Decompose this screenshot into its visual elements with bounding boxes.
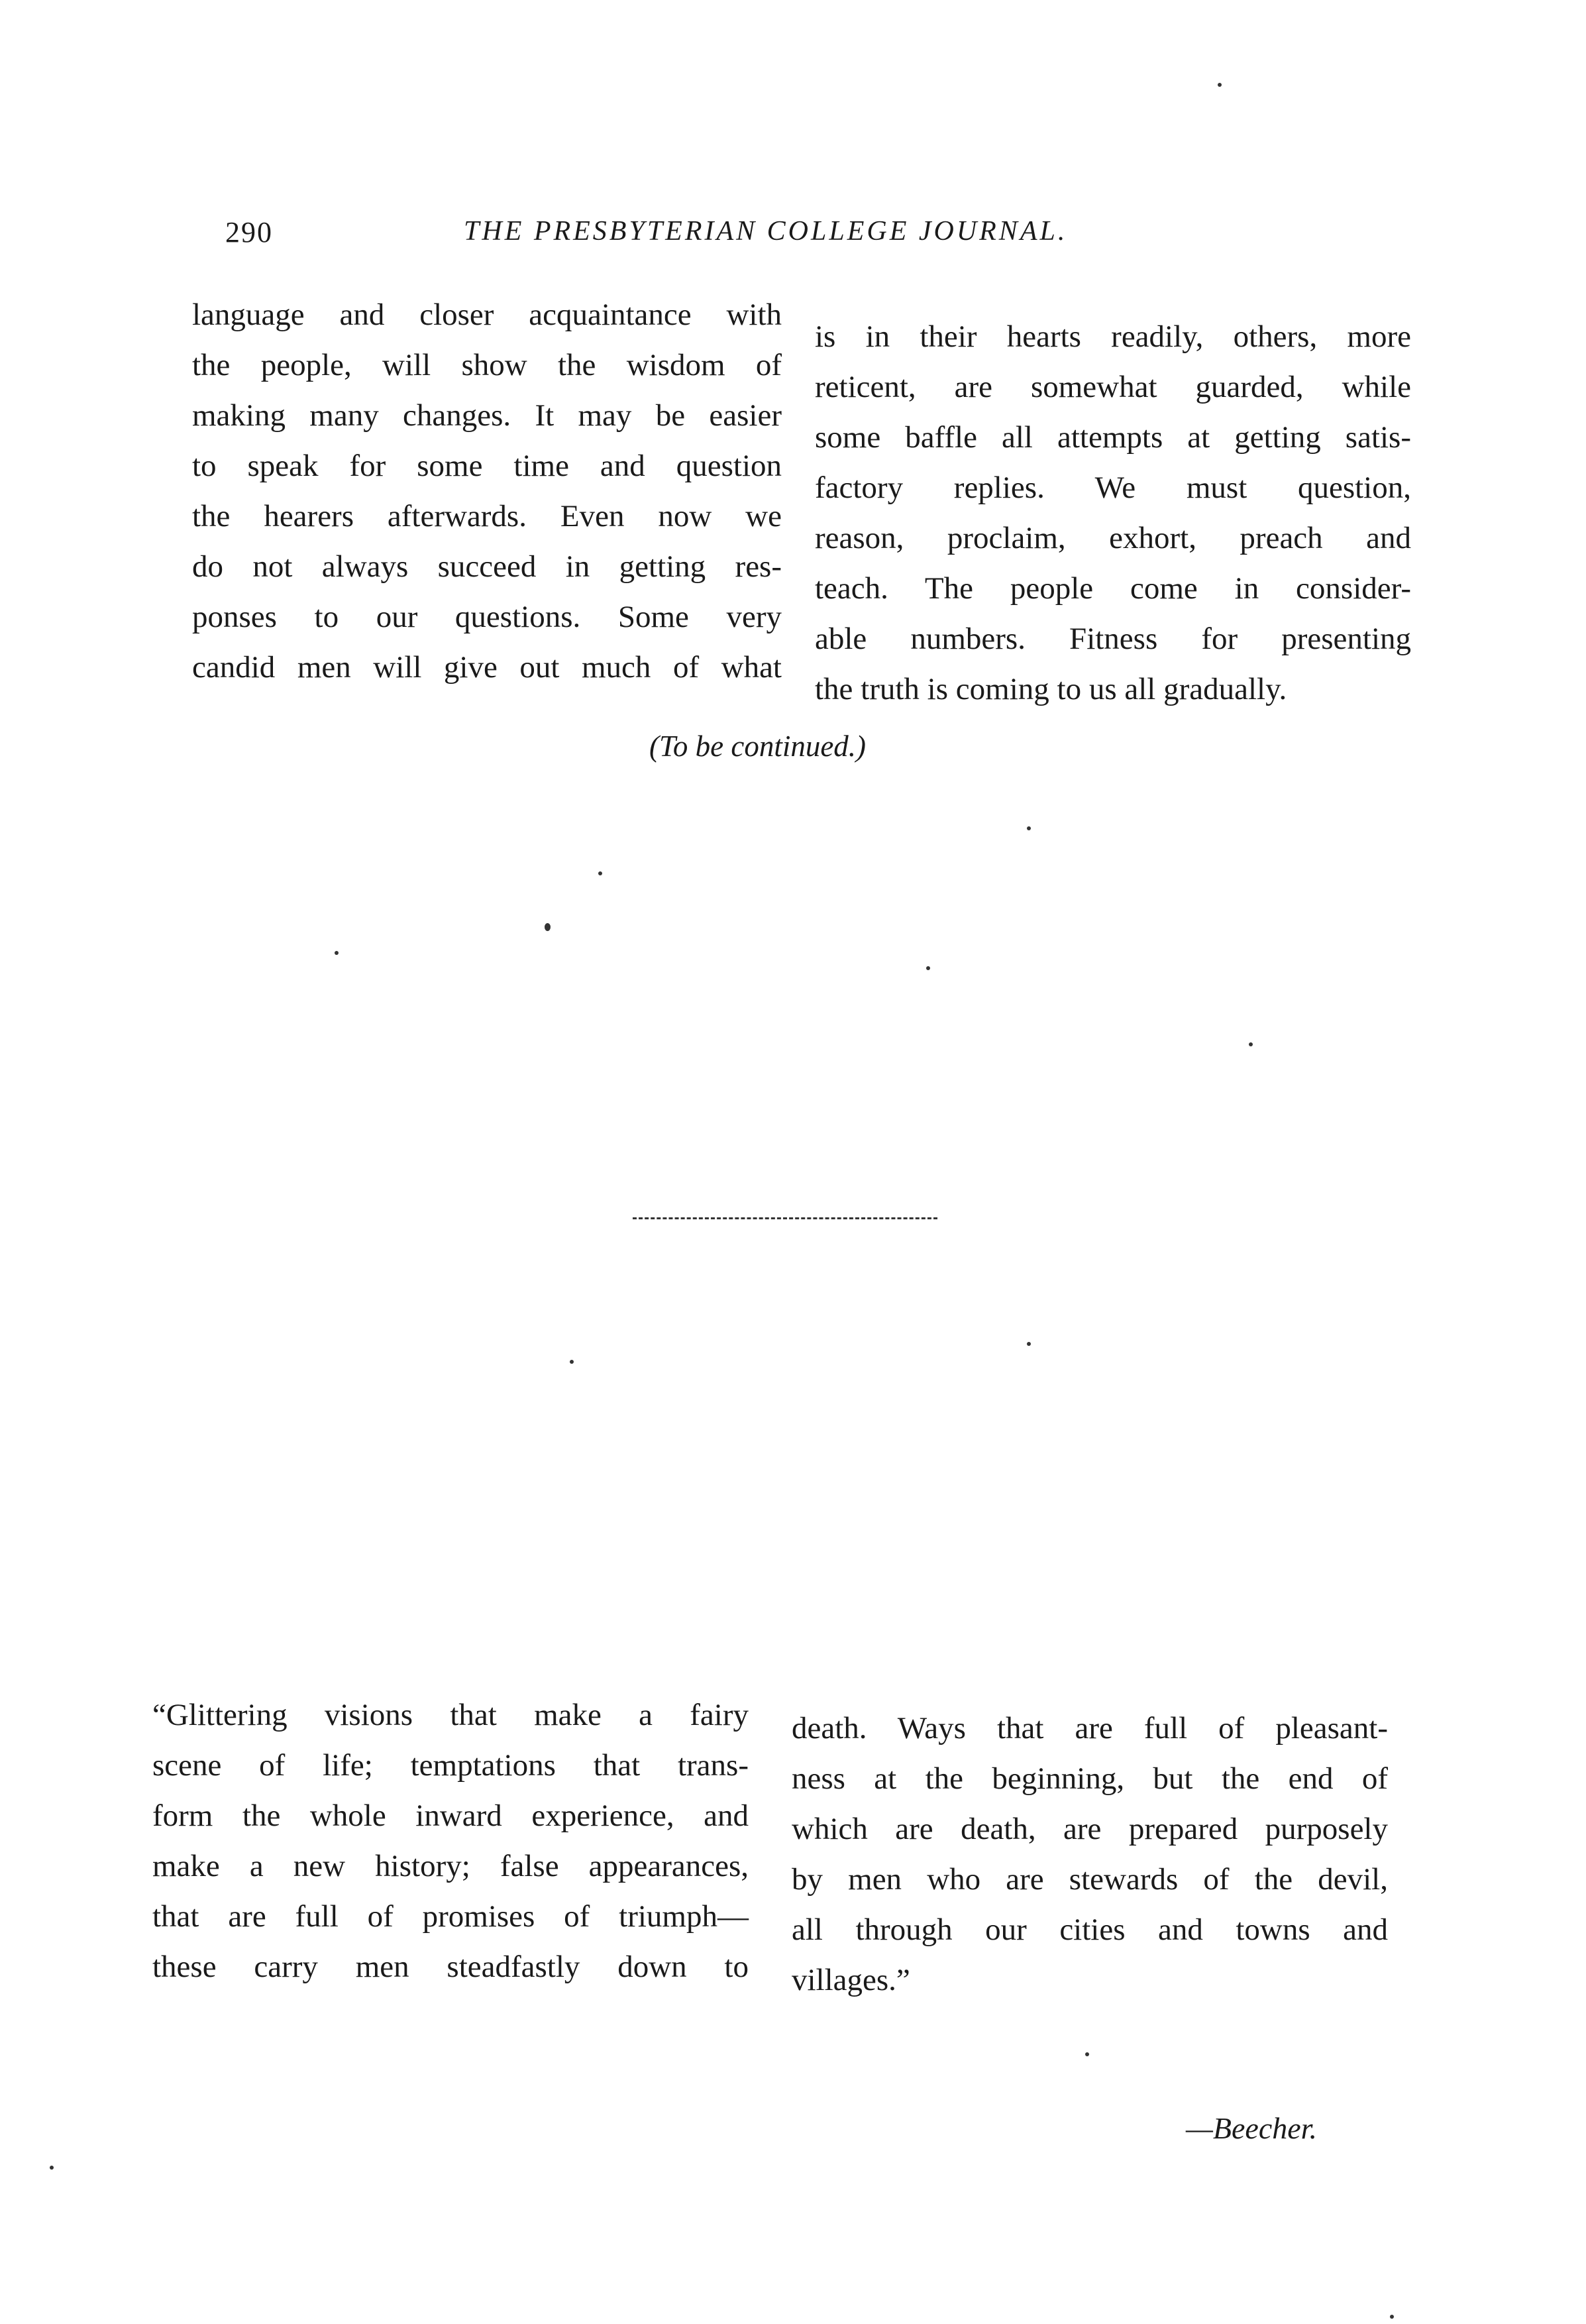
text-line: teach. The people come in consider- xyxy=(815,571,1411,606)
scan-speck xyxy=(598,871,602,875)
scan-speck xyxy=(545,923,551,931)
text-line: language and closer acquaintance with xyxy=(192,298,782,332)
quote-column-left xyxy=(152,1690,749,1992)
article-column-left xyxy=(192,290,782,692)
text-line: some baffle all attempts at getting satis- xyxy=(815,420,1411,455)
text-line: make a new history; false appearances, xyxy=(152,1849,749,1883)
scan-speck xyxy=(1249,1042,1253,1046)
text-line: all through our cities and towns and xyxy=(792,1912,1388,1947)
text-line: ponses to our questions. Some very xyxy=(192,600,782,634)
text-line: scene of life; temptations that trans- xyxy=(152,1748,749,1783)
text-line: reason, proclaim, exhort, preach and xyxy=(815,521,1411,555)
text-line: candid men will give out much of what xyxy=(192,650,782,685)
text-line: the people, will show the wisdom of xyxy=(192,348,782,382)
scan-speck xyxy=(1027,1342,1031,1346)
quote-column-right xyxy=(792,1703,1388,2005)
text-line: do not always succeed in getting res- xyxy=(192,549,782,584)
text-line: factory replies. We must question, xyxy=(815,470,1411,505)
journal-title: THE PRESBYTERIAN COLLEGE JOURNAL. xyxy=(464,216,1068,247)
text-line: “Glittering visions that make a fairy xyxy=(152,1698,749,1732)
scan-speck xyxy=(1085,2052,1089,2056)
article-column-right xyxy=(815,311,1411,714)
scan-speck xyxy=(570,1360,574,1364)
quote-attribution: —Beecher. xyxy=(1186,2111,1317,2145)
scan-speck xyxy=(1390,2315,1394,2319)
text-line: to speak for some time and question xyxy=(192,449,782,483)
text-line: the hearers afterwards. Even now we xyxy=(192,499,782,533)
text-line: form the whole inward experience, and xyxy=(152,1798,749,1833)
text-line: villages.” xyxy=(792,1963,910,1997)
text-line: is in their hearts readily, others, more xyxy=(815,319,1411,354)
page-number: 290 xyxy=(225,216,273,249)
text-line: making many changes. It may be easier xyxy=(192,398,782,433)
text-line: ness at the beginning, but the end of xyxy=(792,1761,1388,1796)
text-line: death. Ways that are full of pleasant- xyxy=(792,1711,1388,1745)
text-line: which are death, are prepared purposely xyxy=(792,1812,1388,1846)
scan-speck xyxy=(335,951,339,955)
scan-speck xyxy=(1218,83,1222,87)
scan-speck xyxy=(50,2166,54,2170)
text-line: reticent, are somewhat guarded, while xyxy=(815,370,1411,404)
continued-note: (To be continued.) xyxy=(649,730,867,763)
scan-speck xyxy=(1027,826,1031,830)
text-line: these carry men steadfastly down to xyxy=(152,1950,749,1984)
running-head xyxy=(225,215,1206,262)
text-line: by men who are stewards of the devil, xyxy=(792,1862,1388,1897)
text-line: the truth is coming to us all gradually. xyxy=(815,672,1287,706)
scan-speck xyxy=(926,966,930,970)
section-divider xyxy=(633,1217,937,1219)
text-line: that are full of promises of triumph— xyxy=(152,1899,749,1934)
text-line: able numbers. Fitness for presenting xyxy=(815,622,1411,656)
